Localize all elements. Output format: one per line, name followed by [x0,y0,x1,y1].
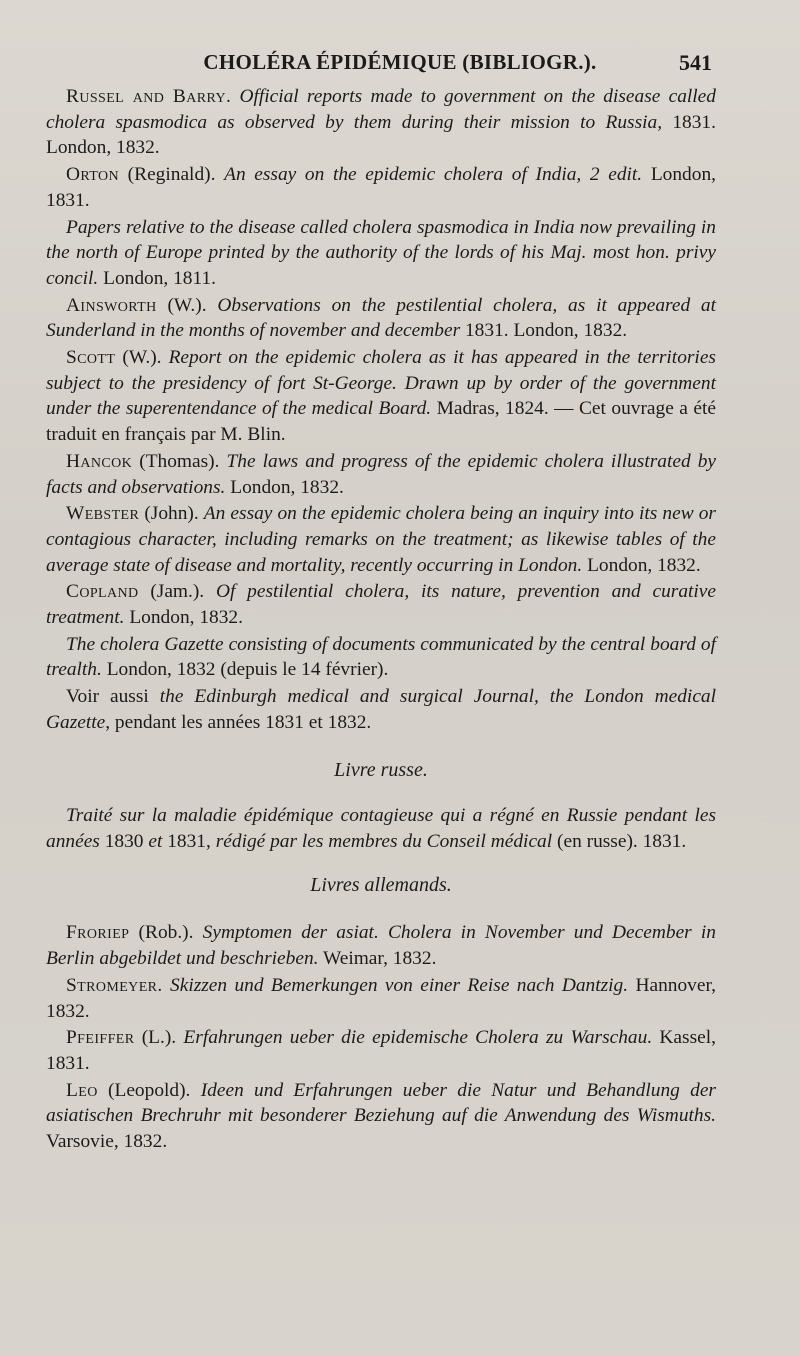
bibliography-entry [46,449,716,500]
entry-publication: London, 1832. [230,476,344,498]
entry-publication: 1831. London, 1832. [464,320,628,342]
entry-author: Russel and Barry. [66,86,232,107]
entry-conjunction: et [148,830,163,852]
entry-publication: Kassel, 1831. [46,1027,716,1074]
entry-title-continued: rédigé par les membres du Conseil médical [215,830,553,852]
section-heading-russian: Livre russe. [334,758,428,781]
entry-publication: Hannover, 1832. [46,974,717,1022]
bibliography-entry [46,1025,716,1076]
entry-title: An essay on the epidemic cholera of India, 2 edit. [224,164,643,186]
entry-author: Copland [66,581,139,603]
bibliography-entry [46,162,716,213]
entry-author-detail: (John). [144,503,199,525]
page-header [0,50,800,80]
entry-title: the Edinburgh medical and surgical Journal, the London medical Gazette [46,686,717,733]
entry-title: Skizzen und Bemerkungen von einer Reise nach Dantzig. [170,974,629,996]
bibliography-entry [46,84,716,161]
entry-author: Ainsworth [66,294,157,316]
entry-title: Official reports made to government on the disease called cholera spasmodica as observed by them during their mission to Russia, [46,86,716,133]
bibliography-entry [46,632,716,683]
entry-author-detail: (Jam.). [150,581,205,603]
entry-author: Leo [66,1079,98,1101]
entry-publication: , pendant les années 1831 et 1832. [105,711,372,733]
entry-publication: London, 1811. [103,267,217,289]
entry-author: Froriep [66,922,130,944]
entry-title: The cholera Gazette consisting of documents communicated by the central board of trealth. [46,633,716,681]
entry-lead-text: Voir aussi [66,686,149,708]
section-heading-german: Livres allemands. [310,873,452,896]
entry-author-detail: (Reginald). [127,164,216,186]
bibliography-entry [46,215,716,292]
bibliography-body [46,84,716,1156]
entry-author: Orton [66,164,120,186]
entry-publication: Madras, 1824. — Cet ouvrage a été traduit en français par M. Blin. [46,398,716,446]
entry-title: The laws and progress of the epidemic cholera illustrated by facts and observations. [46,450,716,498]
entry-author-detail: (L.). [141,1027,177,1049]
entry-author: Scott [66,347,116,369]
entry-year: 1830 [104,830,144,852]
entry-author-detail: (Leopold). [108,1079,191,1101]
entry-title: Of pestilential cholera, its nature, prevention and curative treatment. [46,581,716,629]
entry-author: Pfeiffer [66,1027,135,1049]
entry-title: Report on the epidemic cholera as it has appeared in the territories subject to the presidency of fort St-George. Drawn up by order of the government under the superentendance of the medical Board. [46,347,716,420]
bibliography-entry [46,501,716,578]
entry-author: Stromeyer. [66,974,163,996]
entry-title: Traité sur la maladie épidémique contagieuse qui a régné en Russie pendant les années [46,805,716,852]
bibliography-entry [46,345,716,448]
entry-author-detail: (W.). [122,347,162,369]
entry-title: Symptomen der asiat. Cholera in November und December in Berlin abgebildet und beschrieben. [46,922,716,970]
entry-publication: London, 1832 (depuis le 14 février). [106,659,389,681]
bibliography-entry [46,293,716,344]
entry-publication: London, 1831. [46,164,716,211]
entry-title: Papers relative to the disease called cholera spasmodica in India now prevailing in the north of Europe printed by the authority of the lords of his Maj. most hon. privy concil. [46,216,716,289]
bibliography-entry [46,579,716,630]
page-number: 541 [679,50,712,75]
entry-publication: (en russe). 1831. [557,830,687,852]
entry-author-detail: (Rob.). [138,922,194,944]
entry-publication: London, 1832. [129,607,243,629]
entry-publication: Weimar, 1832. [322,948,437,970]
entry-author-detail: (W.). [167,294,207,316]
entry-author-detail: (Thomas). [139,450,220,472]
bibliography-entry [46,920,716,971]
bibliography-entry [46,973,716,1024]
entry-publication: 1831. London, 1832. [46,111,716,159]
bibliography-entry [46,684,716,735]
bibliography-entry [46,1078,716,1155]
entry-title: Ideen und Erfahrungen ueber die Natur und Behandlung der asiatischen Brechruhr mit besonderer Beziehung auf die Anwendung des Wismuths. [46,1079,716,1127]
bibliography-entry [46,803,716,854]
entry-publication: Varsovie, 1832. [46,1131,168,1153]
entry-author: Webster [66,503,140,525]
entry-author: Hancok [66,450,133,472]
running-title: CHOLÉRA ÉPIDÉMIQUE (BIBLIOGR.). [203,50,597,74]
entry-publication: London, 1832. [587,554,701,576]
entry-year: 1831, [167,830,211,852]
entry-title: Observations on the pestilential cholera, as it appeared at Sunderland in the months of november and december [46,294,717,342]
entry-title: Erfahrungen ueber die epidemische Cholera zu Warschau. [183,1027,653,1049]
entry-title: An essay on the epidemic cholera being an inquiry into its new or contagious character, including remarks on the treatment; as likewise tables of the average state of disease and mortality, recently occurring in London. [46,503,716,576]
